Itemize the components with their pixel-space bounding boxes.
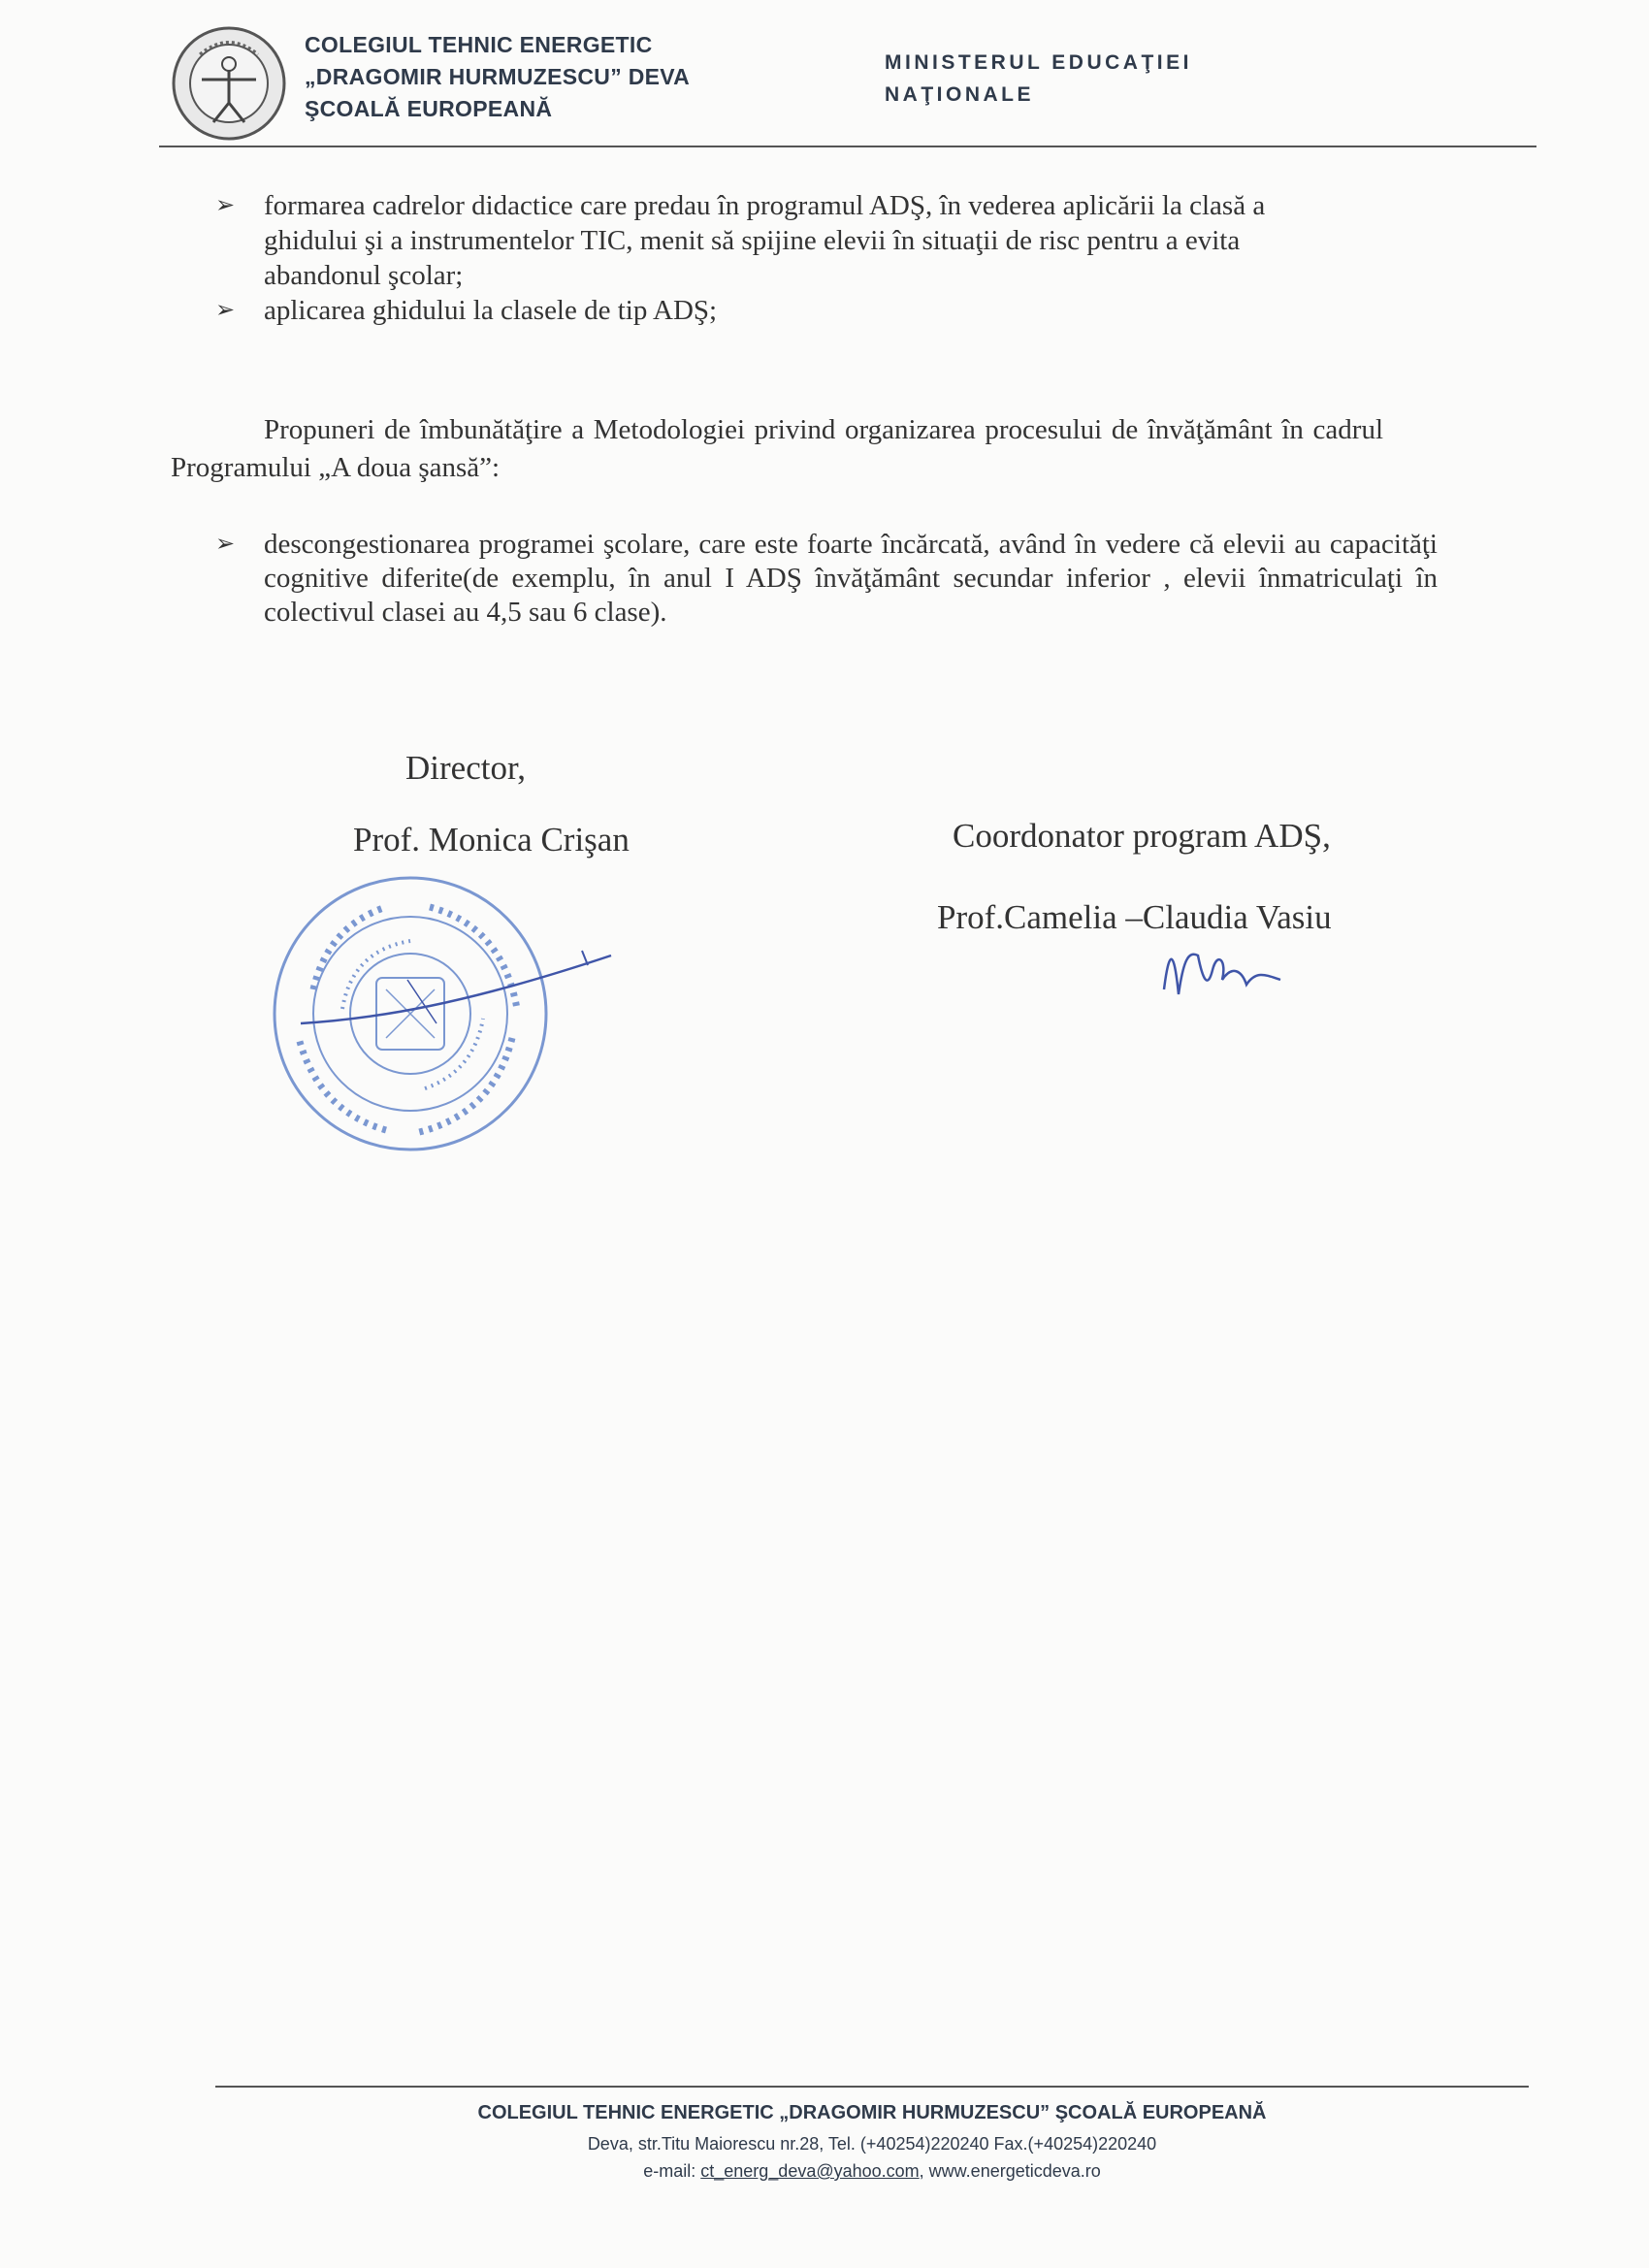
director-signature-icon	[291, 931, 621, 1048]
footer-school-name: COLEGIUL TEHNIC ENERGETIC „DRAGOMIR HURMUZESCU” ŞCOALĂ EUROPEANĂ	[477, 2102, 1267, 2123]
school-logo-icon	[171, 25, 287, 142]
list-item	[215, 293, 1302, 328]
school-name-line1: COLEGIUL TEHNIC ENERGETIC	[305, 32, 653, 57]
arrowhead-bullet-icon: ➢	[215, 193, 236, 218]
coordinator-name: Prof.Camelia –Claudia Vasiu	[937, 898, 1332, 936]
coordinator-signature-icon	[1154, 941, 1290, 1009]
footer-email-label: e-mail:	[643, 2161, 701, 2181]
footer	[215, 2095, 1529, 2185]
list-item	[215, 528, 1438, 630]
list-item-text: aplicarea ghidului la clasele de tip ADŞ;	[264, 295, 718, 326]
footer-divider	[215, 2086, 1529, 2088]
ministry-line2: NAŢIONALE	[885, 83, 1034, 106]
school-name-line3: ŞCOALĂ EUROPEANĂ	[305, 96, 553, 121]
list-item	[215, 188, 1302, 293]
ministry-header	[885, 47, 1192, 111]
proposals-heading-text: Propuneri de îmbunătăţire a Metodologiei privind organizarea procesului de învăţământ în cadrul Programului „A doua şansă”:	[171, 414, 1383, 483]
school-name-header	[305, 29, 690, 125]
list-item-text: formarea cadrelor didactice care predau în programul ADŞ, în vederea aplicării la clasă a ghidului şi a instrumentelor TIC, menit să spijine elevii în situaţii de risc pentru a evita abandonul şcolar;	[264, 190, 1266, 291]
footer-email-link[interactable]: ct_energ_deva@yahoo.com	[700, 2161, 920, 2181]
arrowhead-bullet-icon: ➢	[215, 532, 236, 557]
footer-contact	[215, 2157, 1529, 2185]
footer-address: Deva, str.Titu Maiorescu nr.28, Tel. (+40254)220240 Fax.(+40254)220240	[587, 2134, 1157, 2154]
list-item-text: descongestionarea programei şcolare, care este foarte încărcată, având în vedere că elevii au capacităţi cognitive diferite(de exemplu, în anul I ADŞ învăţământ secundar inferior , elevii înmatriculaţi în colectivul clasei au 4,5 sau 6 clase).	[264, 529, 1438, 628]
ministry-line1: MINISTERUL EDUCAŢIEI	[885, 51, 1192, 74]
coordinator-title: Coordonator program ADŞ,	[953, 817, 1331, 855]
director-name: Prof. Monica Crişan	[353, 821, 630, 859]
proposals-heading-paragraph	[171, 411, 1383, 487]
director-title: Director,	[405, 749, 526, 787]
arrowhead-bullet-icon: ➢	[215, 298, 236, 323]
proposals-bullet-list	[215, 528, 1438, 630]
header-divider	[159, 146, 1536, 147]
school-name-line2: „DRAGOMIR HURMUZESCU” DEVA	[305, 64, 691, 89]
footer-website[interactable]: , www.energeticdeva.ro	[919, 2161, 1101, 2181]
training-bullet-list	[215, 188, 1379, 328]
